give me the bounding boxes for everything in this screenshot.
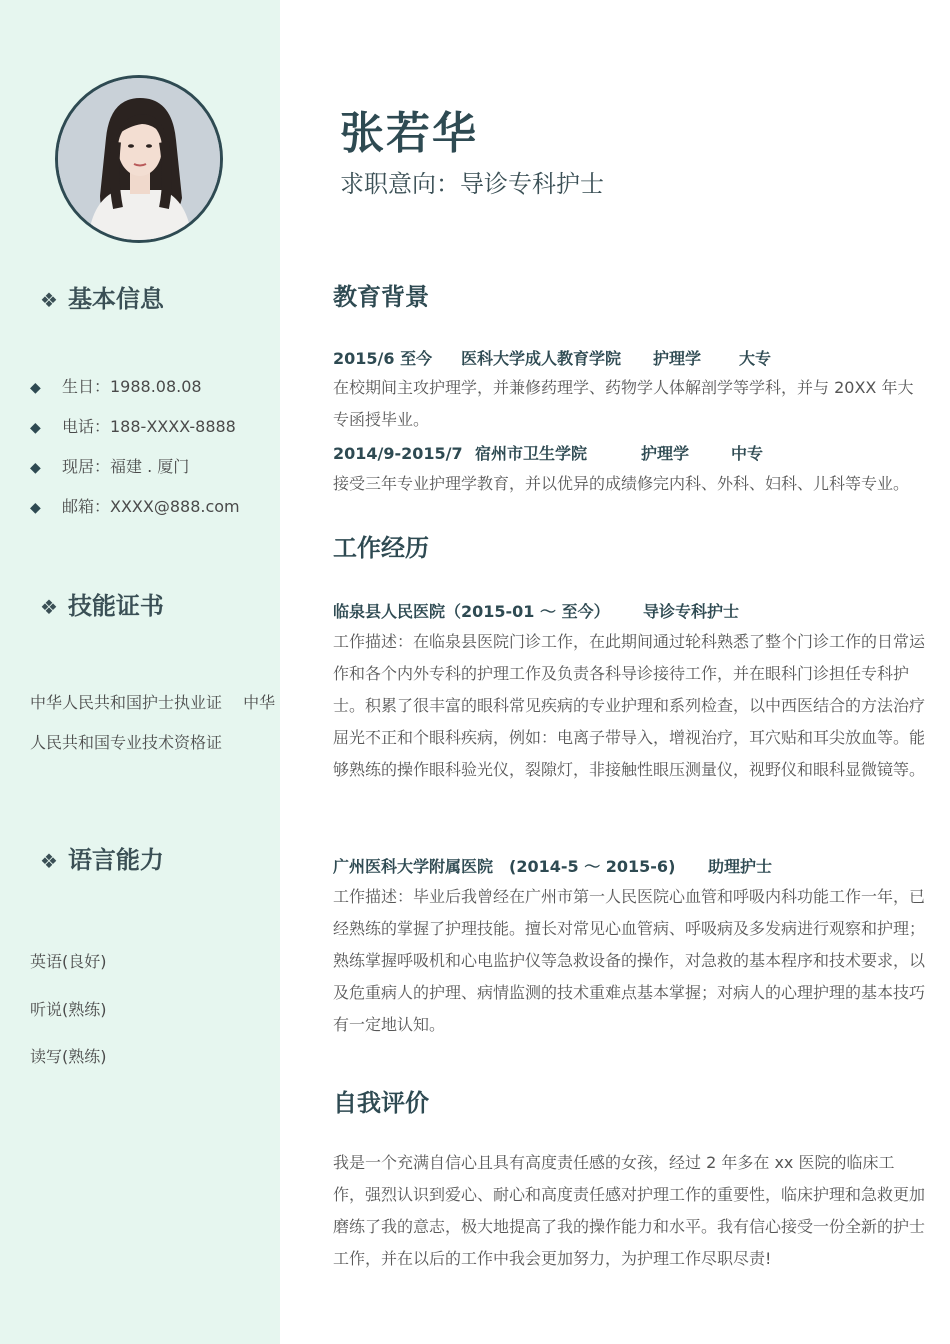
candidate-name: 张若华: [340, 108, 478, 159]
language-list: [30, 944, 107, 1087]
basic-info-list: [30, 372, 240, 532]
info-email: [30, 492, 240, 532]
bullet-icon: ◆: [30, 380, 41, 396]
work-org: 临泉县人民医院（2015-01 ～ 至今）: [333, 602, 610, 621]
info-text: 邮箱：XXXX@888.com: [62, 497, 240, 516]
diamond-icon: ❖: [40, 288, 58, 312]
language-heading: [40, 840, 164, 875]
bullet-icon: ◆: [30, 500, 41, 516]
work-desc: 工作描述：在临泉县医院门诊工作，在此期间通过轮科熟悉了整个门诊工作的日常运作和各个内外专科的护理工作及负责各科导诊接待工作，并在眼科门诊担任专科护士。积累了很丰富的眼科常见疾病的专业护理和系列检查，以中西医结合的方法治疗屈光不正和个眼科疾病，例如：电离子带导入，增视治疗，耳穴贴和耳尖放血等。能够熟练的操作眼科验光仪，裂隙灯，非接触性眼压测量仪，视野仪和眼科显微镜等。: [333, 632, 926, 779]
language-item: 读写(熟练): [30, 1047, 107, 1066]
info-text: 电话：188-XXXX-8888: [62, 417, 236, 436]
work-role: 导诊专科护士: [643, 602, 740, 621]
sidebar: [0, 0, 280, 1344]
education-heading: 教育背景: [333, 283, 429, 311]
work-org: 广州医科大学附属医院 (2014-5 ～ 2015-6): [333, 857, 676, 876]
job-intent: 求职意向：导诊专科护士: [340, 170, 604, 198]
avatar: [55, 75, 223, 243]
work-desc: 工作描述：毕业后我曾经在广州市第一人民医院心血管和呼吸内科功能工作一年，已经熟练的掌握了护理技能。擅长对常见心血管病、呼吸病及多发病进行观察和护理； 熟练掌握呼吸机和心电监护仪等急救设备的操作，对急救的基本程序和技术要求，以及危重病人的护理、病情监测的技术重难点基本掌握；对病人的心理护理的基本技巧有一定地认知。: [333, 887, 926, 1034]
basic-info-title: 基本信息: [67, 285, 164, 313]
portrait-photo-icon: [58, 78, 220, 240]
diamond-icon: ❖: [40, 595, 58, 619]
edu-school: 医科大学成人教育学院: [461, 349, 622, 368]
language-item: 英语(良好): [30, 952, 107, 971]
skills-heading: [40, 586, 164, 621]
education-entry-header: [333, 441, 763, 464]
education-desc: 接受三年专业护理学教育，并以优异的成绩修完内科、外科、妇科、儿科等专业。: [333, 474, 910, 493]
basic-info-heading: [40, 279, 164, 314]
work-role: 助理护士: [708, 857, 773, 876]
info-text: 生日：1988.08.08: [62, 377, 202, 396]
work-heading: 工作经历: [333, 534, 429, 562]
info-phone: [30, 412, 240, 452]
work-entry-header: [333, 854, 772, 877]
edu-school: 宿州市卫生学院: [475, 444, 588, 463]
skills-title: 技能证书: [67, 592, 164, 620]
education-desc: 在校期间主攻护理学，并兼修药理学、药物学人体解剖学等学科，并与 20XX 年大专函授毕业。: [333, 378, 914, 429]
self-eval-heading: 自我评价: [333, 1089, 429, 1117]
language-item: 听说(熟练): [30, 999, 107, 1019]
edu-degree: 大专: [739, 349, 772, 368]
language-title: 语言能力: [67, 846, 164, 874]
edu-date: 2015/6 至今: [333, 349, 433, 368]
bullet-icon: ◆: [30, 420, 41, 436]
diamond-icon: ❖: [40, 849, 58, 873]
education-entry-header: [333, 346, 771, 369]
info-location: [30, 452, 240, 492]
edu-date: 2014/9-2015/7: [333, 444, 463, 463]
skills-text: 中华人民共和国护士执业证 中华人民共和国专业技术资格证: [30, 693, 276, 752]
bullet-icon: ◆: [30, 460, 41, 476]
self-eval-text: 我是一个充满自信心且具有高度责任感的女孩，经过 2 年多在 xx 医院的临床工作，强烈认识到爱心、耐心和高度责任感对护理工作的重要性，临床护理和急救更加磨练了我的意志，极大地提高了我的操作能力和水平。我有信心接受一份全新的护士工作，并在以后的工作中我会更加努力，为护理工作尽职尽责!: [333, 1153, 926, 1268]
edu-major: 护理学: [653, 349, 702, 368]
info-birthday: [30, 372, 240, 412]
info-text: 现居：福建 . 厦门: [62, 457, 190, 476]
edu-major: 护理学: [641, 444, 690, 463]
work-entry-header: [333, 599, 739, 622]
edu-degree: 中专: [731, 444, 764, 463]
